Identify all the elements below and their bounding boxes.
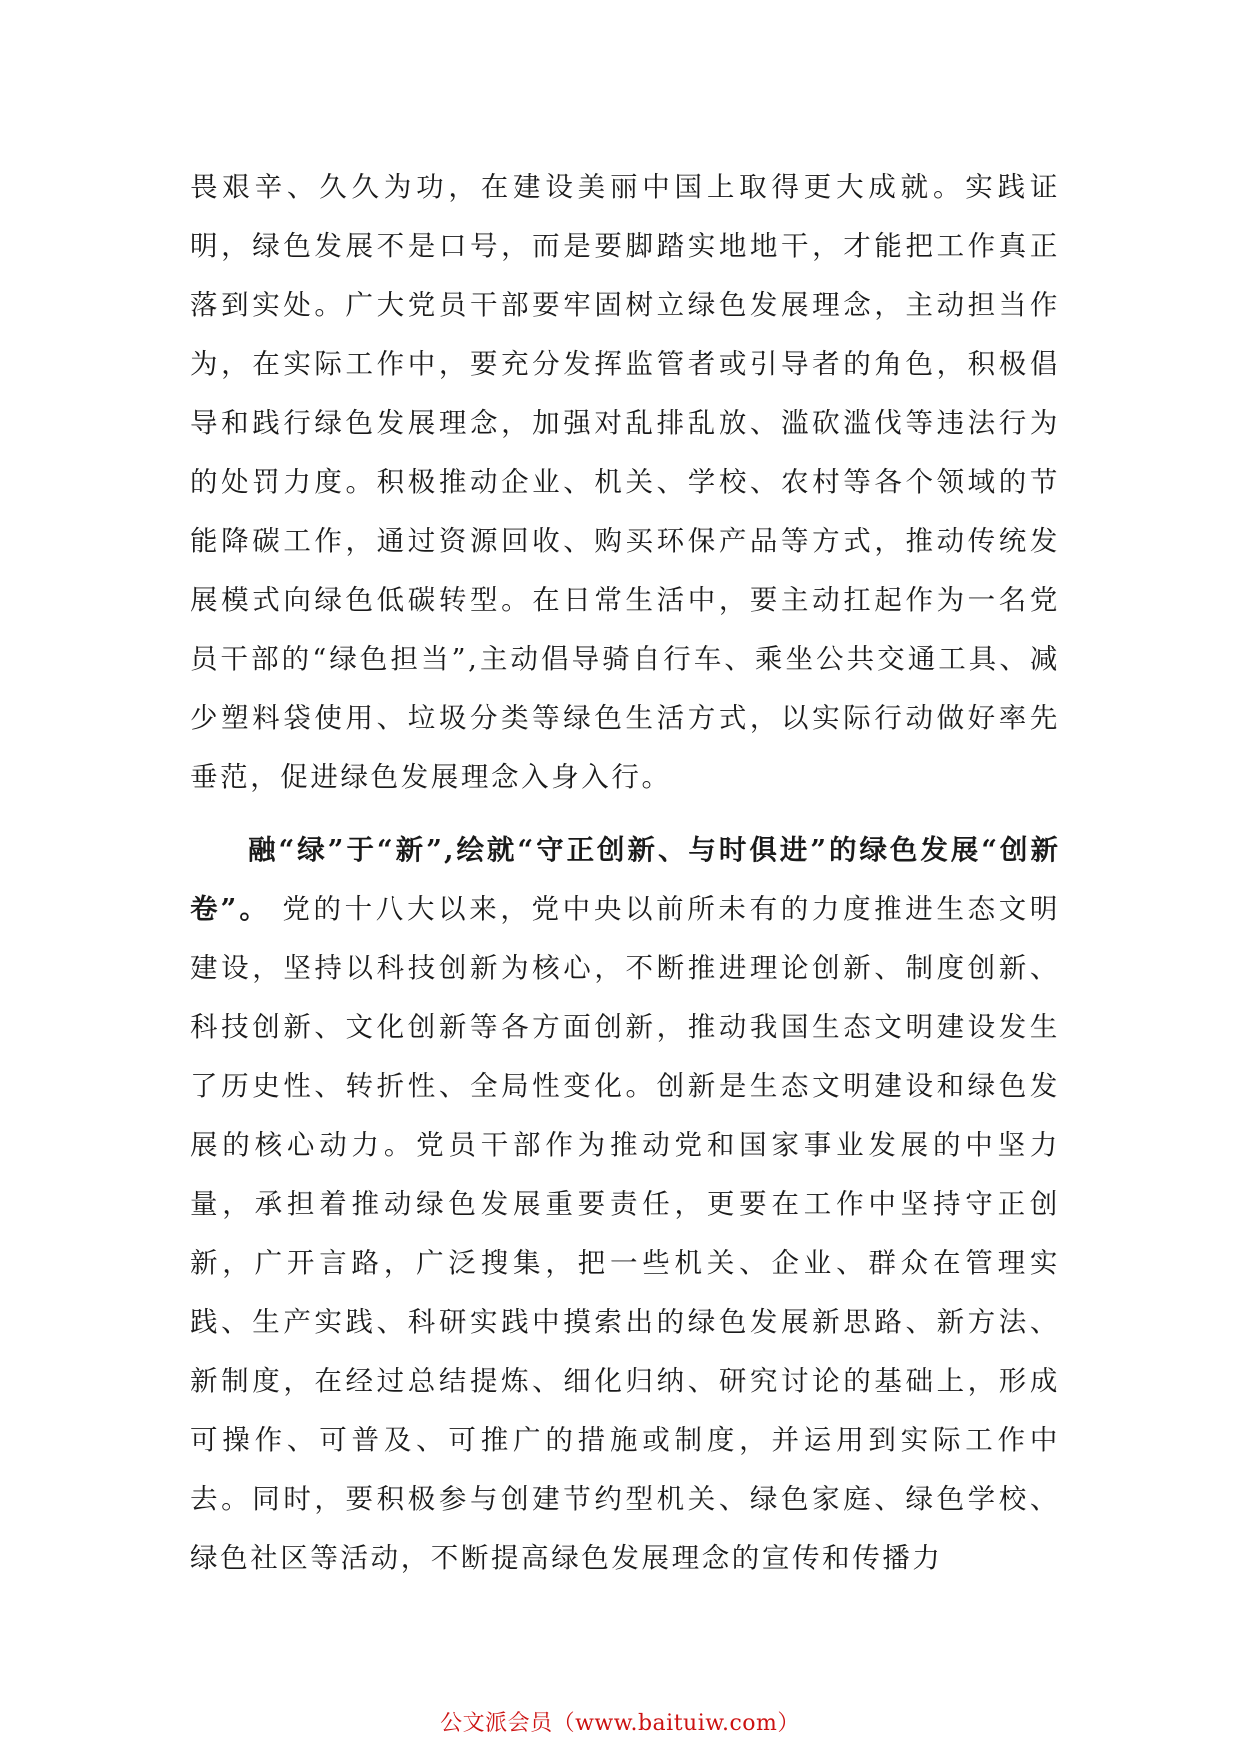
document-body [190,158,1060,1588]
paragraph-2 [190,821,1060,1588]
footer-watermark-text: 公文派会员（www.baituiw.com） [440,1711,800,1736]
paragraph-2-heading: 融“绿”于“新”,绘就“守正创新、与时俱进”的绿色发展“创新卷”。 [190,834,1060,925]
paragraph-1: 畏艰辛、久久为功，在建设美丽中国上取得更大成就。实践证明，绿色发展不是口号，而是要脚踏实地地干，才能把工作真正落到实处。广大党员干部要牢固树立绿色发展理念，主动担当作为，在实际工作中，要充分发挥监管者或引导者的角色，积极倡导和践行绿色发展理念，加强对乱排乱放、滥砍滥伐等违法行为的处罚力度。积极推动企业、机关、学校、农村等各个领域的节能降碳工作，通过资源回收、购买环保产品等方式，推动传统发展模式向绿色低碳转型。在日常生活中，要主动扛起作为一名党员干部的“绿色担当”,主动倡导骑自行车、乘坐公共交通工具、减少塑料袋使用、垃圾分类等绿色生活方式，以实际行动做好率先垂范，促进绿色发展理念入身入行。 [190,171,1060,793]
paragraph-2-body: 党的十八大以来，党中央以前所未有的力度推进生态文明建设，坚持以科技创新为核心，不断推进理论创新、制度创新、科技创新、文化创新等各方面创新，推动我国生态文明建设发生了历史性、转折性、全局性变化。创新是生态文明建设和绿色发展的核心动力。党员干部作为推动党和国家事业发展的中坚力量，承担着推动绿色发展重要责任，更要在工作中坚持守正创新，广开言路，广泛搜集，把一些机关、企业、群众在管理实践、生产实践、科研实践中摸索出的绿色发展新思路、新方法、新制度，在经过总结提炼、细化归纳、研究讨论的基础上，形成可操作、可普及、可推广的措施或制度，并运用到实际工作中去。同时，要积极参与创建节约型机关、绿色家庭、绿色学校、绿色社区等活动，不断提高绿色发展理念的宣传和传播力 [190,893,1060,1574]
